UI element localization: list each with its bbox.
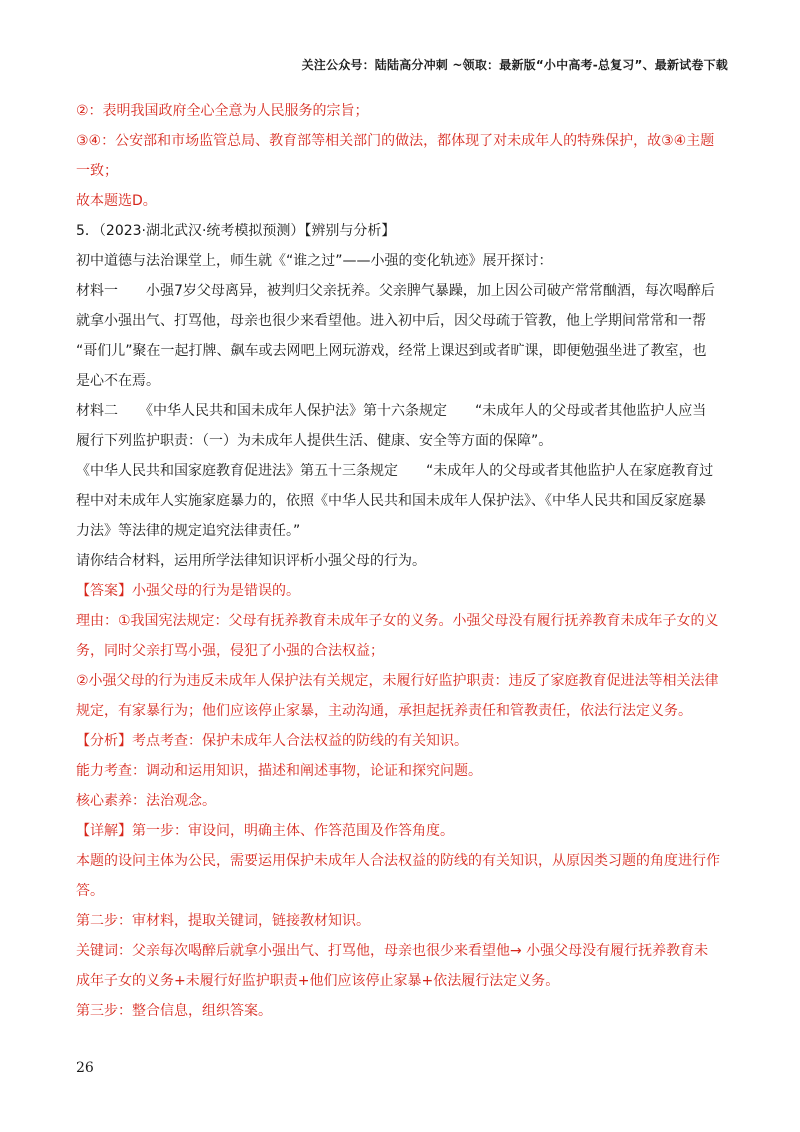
text-line: ②：表明我国政府全心全意为人民服务的宗旨； — [76, 103, 369, 119]
answer-line: 理由：①我国宪法规定：父母有抚养教育未成年子女的义务。小强父母没有履行抚养教育未成年子女的义 — [76, 613, 719, 629]
analysis-line: 【分析】考点考查：保护未成年人合法权益的防线的有关知识。 — [76, 733, 468, 749]
text-line: 故本题选D。 — [76, 193, 157, 209]
detail-line: 本题的设问主体为公民，需要运用保护未成年人合法权益的防线的有关知识，从原因类习题的角度进行作 — [76, 853, 720, 869]
text-line: ③④：公安部和市场监管总局、教育部等相关部门的做法，都体现了对未成年人的特殊保护，故③④主题 — [76, 133, 715, 149]
analysis-line: 能力考查：调动和运用知识，描述和阐述事物，论证和探究问题。 — [76, 763, 482, 779]
text-line: 履行下列监护职责：（一）为未成年人提供生活、健康、安全等方面的保障”。 — [76, 433, 553, 449]
document-body — [76, 96, 726, 1026]
detail-line: 第二步：审材料，提取关键词，链接教材知识。 — [76, 913, 370, 929]
text-line: 材料一 小强7岁父母离异，被判归父亲抚养。父亲脾气暴躁，加上因公司破产常常酗酒，每次喝醉后 — [76, 283, 715, 299]
text-line: 就拿小强出气、打骂他，母亲也很少来看望他。进入初中后，因父母疏于管教，他上学期间常常和一帮 — [76, 313, 706, 329]
text-line: 是心不在焉。 — [76, 373, 160, 389]
page-header: 关注公众号：陆陆高分冲刺 ~领取：最新版“小中高考-总复习”、最新试卷下载 — [301, 58, 728, 72]
text-line: 力法》等法律的规定追究法律责任。” — [76, 523, 301, 539]
question-prompt: 请你结合材料，运用所学法律知识评析小强父母的行为。 — [76, 553, 426, 569]
answer-line: 规定，有家暴行为；他们应该停止家暴，主动沟通，承担起抚养责任和管教责任，依法行法定义务。 — [76, 703, 692, 719]
text-line: “哥们儿”聚在一起打牌、飙车或去网吧上网玩游戏，经常上课迟到或者旷课，即便勉强坐进了教室，也 — [76, 343, 707, 359]
text-line: 程中对未成年人实施家庭暴力的，依照《中华人民共和国未成年人保护法》、《中华人民共和国反家庭暴 — [76, 493, 706, 509]
text-line: 材料二 《中华人民共和国未成年人保护法》第十六条规定 “未成年人的父母或者其他监护人应当 — [76, 403, 707, 419]
answer-line: ②小强父母的行为违反未成年人保护法有关规定，未履行好监护职责：违反了家庭教育促进法等相关法律 — [76, 673, 719, 689]
detail-line: 答。 — [76, 883, 104, 899]
text-line: 初中道德与法治课堂上，师生就《“谁之过”——小强的变化轨迹》展开探讨： — [76, 253, 553, 269]
answer-line: 【答案】小强父母的行为是错误的。 — [76, 583, 300, 599]
detail-line: 成年子女的义务+未履行好监护职责+他们应该停止家暴+依法履行法定义务。 — [76, 973, 560, 989]
question-heading: 5．（2023·湖北武汉·统考模拟预测）【辨别与分析】 — [76, 223, 396, 239]
text-line: 《中华人民共和国家庭教育促进法》第五十三条规定 “未成年人的父母或者其他监护人在家庭教育过 — [76, 463, 714, 479]
answer-line: 务，同时父亲打骂小强，侵犯了小强的合法权益； — [76, 643, 384, 659]
detail-line: 关键词：父亲每次喝醉后就拿小强出气、打骂他，母亲也很少来看望他→ 小强父母没有履行抚养教育未 — [76, 943, 709, 959]
page-number: 26 — [76, 1060, 94, 1076]
text-line: 一致； — [76, 163, 118, 179]
detail-line: 第三步：整合信息，组织答案。 — [76, 1003, 272, 1019]
analysis-line: 核心素养：法治观念。 — [76, 793, 216, 809]
detail-line: 【详解】第一步：审设问，明确主体、作答范围及作答角度。 — [76, 823, 454, 839]
